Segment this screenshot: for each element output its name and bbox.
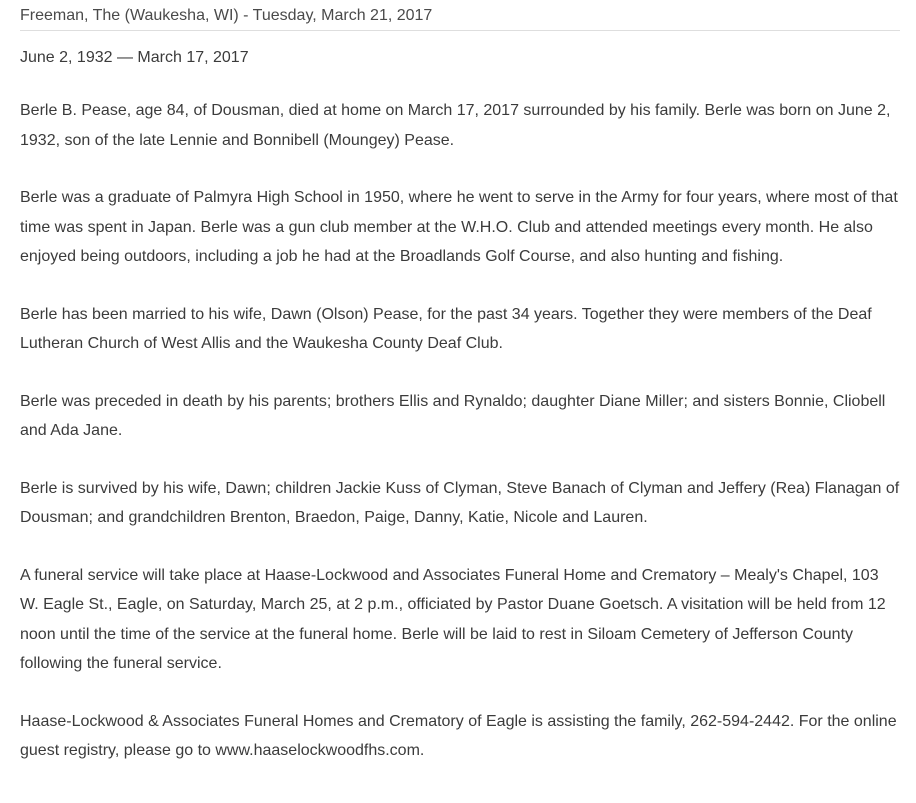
publication-source-line: Freeman, The (Waukesha, WI) - Tuesday, March 21, 2017 — [20, 7, 433, 24]
life-dates: June 2, 1932 — March 17, 2017 — [20, 49, 249, 66]
obituary-paragraph-survivors: Berle is survived by his wife, Dawn; children Jackie Kuss of Clyman, Steve Banach of Clyman and Jeffery (Rea) Flanagan of Dousman; and grandchildren Brenton, Braedon, Paige, Danny, Katie, Nicole and Lauren. — [20, 479, 900, 526]
obituary-paragraph-intro: Berle B. Pease, age 84, of Dousman, died at home on March 17, 2017 surrounded by his family. Berle was born on June 2, 1932, son of the late Lennie and Bonnibell (Moungey) Pease. — [20, 102, 891, 149]
header-divider — [20, 30, 900, 31]
obituary-paragraph-education-interests: Berle was a graduate of Palmyra High School in 1950, where he went to serve in the Army for four years, where most of that time was spent in Japan. Berle was a gun club member at the W.H.O. Club and attended meetings every month. He also enjoyed being outdoors, including a job he had at the Broadlands Golf Course, and also hunting and fishing. — [20, 189, 898, 265]
obituary-paragraph-service: A funeral service will take place at Haase-Lockwood and Associates Funeral Home and Crematory – Mealy's Chapel, 103 W. Eagle St., Eagle, on Saturday, March 25, at 2 p.m., officiated by Pastor Duane Goetsch. A visitation will be held from 12 noon until the time of the service at the funeral home. Berle will be laid to rest in Siloam Cemetery of Jefferson County following the funeral service. — [20, 566, 886, 672]
obituary-paragraph-funeral-home: Haase-Lockwood & Associates Funeral Homes and Crematory of Eagle is assisting the family, 262-594-2442. For the online guest registry, please go to www.haaselockwoodfhs.com. — [20, 712, 897, 759]
obituary-paragraph-marriage: Berle has been married to his wife, Dawn (Olson) Pease, for the past 34 years. Together they were members of the Deaf Lutheran Church of West Allis and the Waukesha County Deaf Club. — [20, 305, 872, 352]
obituary-paragraph-preceded: Berle was preceded in death by his parents; brothers Ellis and Rynaldo; daughter Diane Miller; and sisters Bonnie, Cliobell and Ada Jane. — [20, 392, 886, 439]
